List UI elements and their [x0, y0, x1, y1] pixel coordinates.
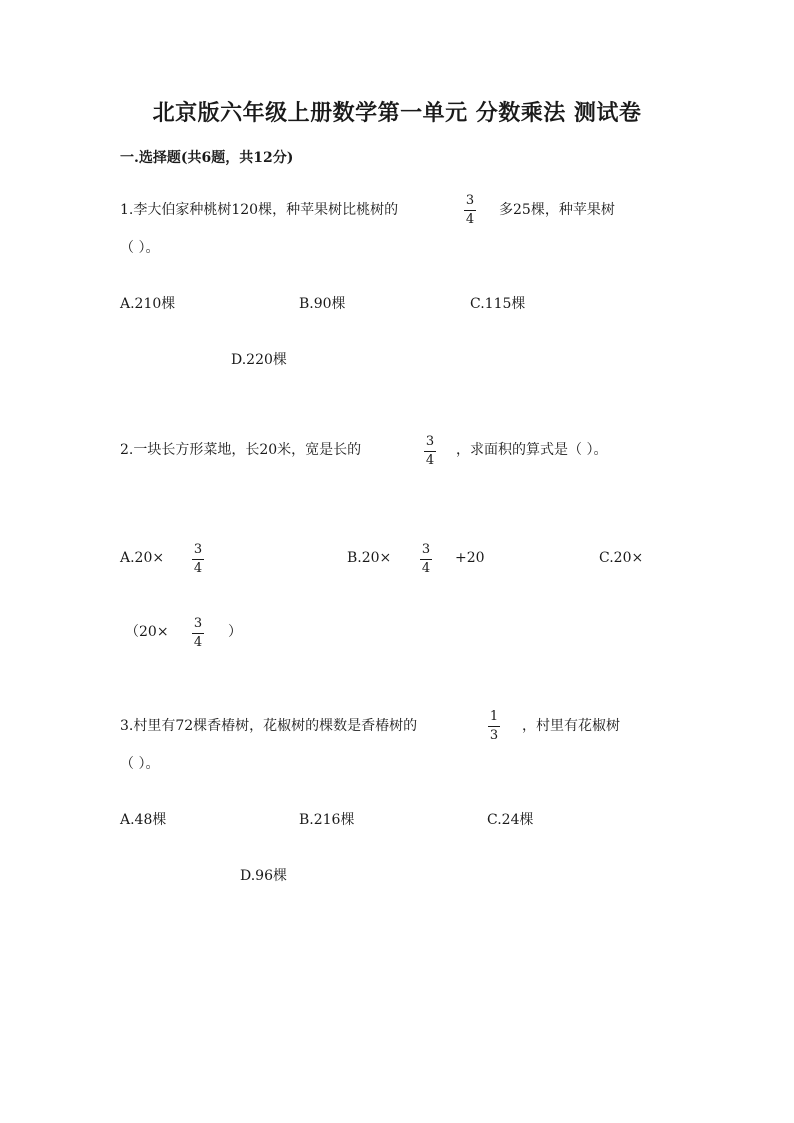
fraction-denominator: 4: [425, 453, 435, 468]
question-1-option-d[interactable]: D.220棵: [231, 352, 287, 368]
fraction-numerator: 1: [489, 709, 499, 724]
question-1-text-a: 1.李大伯家种桃树120棵，种苹果树比桃树的: [120, 202, 399, 218]
question-1-option-b[interactable]: B.90棵: [299, 296, 346, 312]
section-heading: 一.选择题(共6题，共12分): [120, 150, 294, 166]
fraction-denominator: 4: [421, 561, 431, 576]
fraction-denominator: 4: [193, 561, 203, 576]
option-b-suffix: +20: [455, 550, 485, 566]
question-3-fraction: [486, 709, 502, 744]
option-d-fraction: [190, 616, 206, 651]
fraction-bar: [488, 726, 500, 727]
fraction-bar: [424, 451, 436, 452]
option-b-fraction: [418, 542, 434, 577]
option-d-suffix: ）: [228, 624, 242, 640]
question-3-text-b: ，村里有花椒树: [522, 718, 620, 734]
fraction-denominator: 4: [465, 212, 475, 227]
question-1-option-a[interactable]: A.210棵: [120, 296, 176, 312]
question-2-fraction: [422, 434, 438, 469]
question-2-text-b: ，求面积的算式是（ ）。: [456, 442, 608, 458]
option-a-prefix: A.20×: [120, 550, 165, 566]
option-d-prefix: （20×: [125, 624, 169, 640]
page-title: 北京版六年级上册数学第一单元 分数乘法 测试卷: [152, 100, 642, 126]
question-1-fraction: [462, 193, 478, 228]
fraction-numerator: 3: [425, 434, 435, 449]
question-1-text-b: 多25棵，种苹果树: [499, 202, 615, 218]
question-2-text-a: 2.一块长方形菜地，长20米，宽是长的: [120, 442, 362, 458]
fraction-bar: [464, 210, 476, 211]
option-b-prefix: B.20×: [347, 550, 392, 566]
fraction-numerator: 3: [465, 193, 475, 208]
fraction-bar: [192, 633, 204, 634]
question-1-option-c[interactable]: C.115棵: [470, 296, 526, 312]
question-2-option-c[interactable]: C.20×: [599, 550, 644, 566]
question-3-option-a[interactable]: A.48棵: [120, 812, 167, 828]
question-3-answer-blank: （ ）。: [120, 756, 160, 772]
fraction-bar: [192, 559, 204, 560]
fraction-numerator: 3: [421, 542, 431, 557]
option-a-fraction: [190, 542, 206, 577]
fraction-numerator: 3: [193, 542, 203, 557]
fraction-numerator: 3: [193, 616, 203, 631]
fraction-bar: [420, 559, 432, 560]
question-3-option-b[interactable]: B.216棵: [299, 812, 355, 828]
fraction-denominator: 4: [193, 635, 203, 650]
fraction-denominator: 3: [489, 728, 499, 743]
question-3-text-a: 3.村里有72棵香椿树，花椒树的棵数是香椿树的: [120, 718, 418, 734]
question-3-option-d[interactable]: D.96棵: [240, 868, 287, 884]
question-1-answer-blank: （ ）。: [120, 240, 160, 256]
question-3-option-c[interactable]: C.24棵: [487, 812, 534, 828]
